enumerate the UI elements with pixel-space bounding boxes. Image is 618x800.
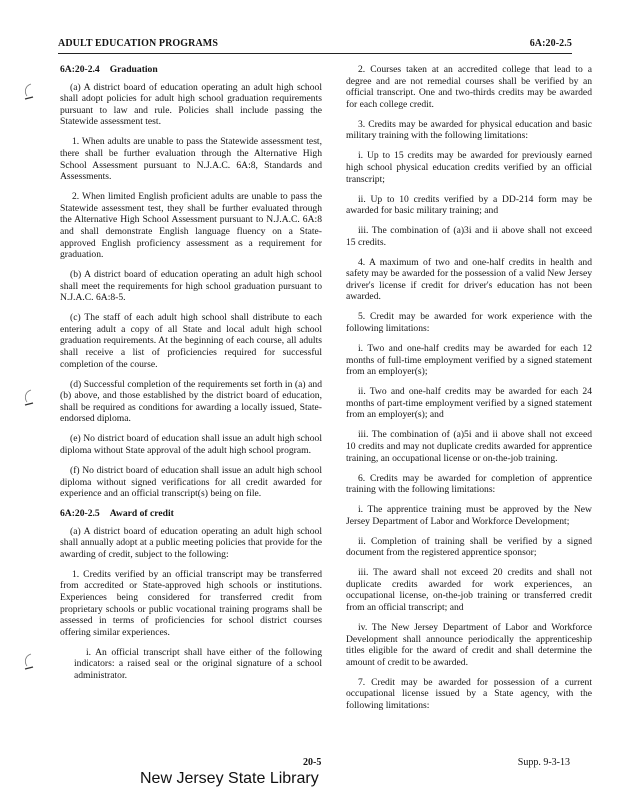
right-column (346, 64, 592, 720)
section-title: Graduation (109, 64, 158, 75)
paragraph: (b) A district board of education operating an adult high school shall meet the requirements for high school graduation pursuant to N.J.A.C. 6A:8-5. (60, 269, 322, 304)
paragraph: i. Two and one-half credits may be awarded for each 12 months of full-time employment verified by a signed statement from an employer(s); (346, 343, 592, 378)
paragraph: 2. When limited English proficient adults are unable to pass the Statewide assessment test, they shall be further evaluated through the Alternative High School Assessment pursuant to N.J.A.C. 6A:8 and shall demonstrate English language fluency on a State-approved English proficiency assessment as a requirement for graduation. (60, 191, 322, 261)
paragraph: iii. The combination of (a)3i and ii above shall not exceed 15 credits. (346, 225, 592, 248)
paragraph: (c) The staff of each adult high school shall distribute to each entering adult a copy of all State and local adult high school graduation requirements. At the beginning of each course, all adults shall receive a list of proficiencies required for successful completion of the course. (60, 312, 322, 370)
supplement-date: Supp. 9-3-13 (517, 757, 570, 768)
paragraph: i. An official transcript shall have either of the following indicators: a raised seal or the original signature of a school administrator. (74, 646, 322, 682)
left-column (60, 64, 322, 690)
paragraph: (e) No district board of education shall issue an adult high school diploma without State approval of the adult high school program. (60, 433, 322, 456)
paragraph: i. Up to 15 credits may be awarded for previously earned high school physical education credits verified by an official transcript; (346, 150, 592, 185)
page-number: 20-5 (303, 757, 322, 768)
paragraph: ii. Up to 10 credits verified by a DD-214 form may be awarded for basic military training; and (346, 193, 592, 217)
header-rule (58, 53, 572, 54)
paragraph: 7. Credit may be awarded for possession of a current occupational license issued by a State agency, with the following limitations: (346, 676, 592, 711)
paragraph: ii. Two and one-half credits may be awarded for each 24 months of part-time employment verified by a signed statement from an employer(s); and (346, 386, 592, 421)
paragraph: ii. Completion of training shall be verified by a signed document from the registered apprentice sponsor; (346, 535, 592, 559)
paragraph: iii. The award shall not exceed 20 credits and shall not duplicate credits awarded for work experiences, an occupational license, on-the-job training or transferred credit from an official transcript; and (346, 567, 592, 614)
binding-mark-icon (22, 652, 38, 674)
page-header (58, 38, 572, 52)
section-heading (60, 508, 322, 520)
section-title: Award of credit (109, 508, 174, 520)
paragraph: 1. Credits verified by an official transcript may be transferred from accredited or State-approved high schools or institutions. Experiences being considered for transferred credit from proprietary schools or public vocational training programs shall be assessed in terms of proficiencies for school district courses offering similar experiences. (60, 568, 322, 638)
paragraph: 5. Credit may be awarded for work experience with the following limitations: (346, 311, 592, 335)
library-watermark: New Jersey State Library (140, 770, 319, 787)
paragraph: (f) No district board of education shall issue an adult high school diploma without signed verifications for all credit awarded for experience and an official transcript(s) being on file. (60, 464, 322, 500)
section-number: 6A:20-2.4 (60, 64, 100, 75)
header-section-number: 6A:20-2.5 (529, 38, 572, 49)
paragraph: (a) A district board of education operating an adult high school shall adopt policies for adult high school graduation requirements pursuant to law and rule. Policies shall include passing the Statewide assessment test. (60, 81, 322, 128)
paragraph: i. The apprentice training must be approved by the New Jersey Department of Labor and Workforce Development; (346, 504, 592, 527)
paragraph: 2. Courses taken at an accredited college that lead to a degree and are not remedial courses shall be verified by an official transcript. One and two-thirds credits may be awarded for each college credit. (346, 64, 592, 110)
paragraph: (a) A district board of education operating an adult high school shall annually adopt at a public meeting policies that provide for the awarding of credit, subject to the following: (60, 525, 322, 560)
paragraph: 3. Credits may be awarded for physical education and basic military training with the following limitations: (346, 118, 592, 142)
paragraph: 6. Credits may be awarded for completion of apprentice training with the following limitations: (346, 472, 592, 496)
section-number: 6A:20-2.5 (60, 508, 100, 520)
paragraph: 1. When adults are unable to pass the Statewide assessment test, there shall be further evaluation through the Alternative High School Assessment pursuant to N.J.A.C. 6A:8, Standards and Assessments. (60, 136, 322, 183)
header-chapter-title: ADULT EDUCATION PROGRAMS (58, 38, 219, 49)
paragraph: (d) Successful completion of the requirements set forth in (a) and (b) above, and those established by the district board of education, shall be required as conditions for awarding a locally issued, State-endorsed diploma. (60, 378, 322, 425)
binding-mark-icon (22, 82, 38, 104)
paragraph: 4. A maximum of two and one-half credits in health and safety may be awarded for the possession of a valid New Jersey driver's license if credit for driver's education has not been awarded. (346, 256, 592, 303)
paragraph: iv. The New Jersey Department of Labor and Workforce Development shall announce periodically the apprenticeship titles eligible for the award of credit and shall determine the amount of credit to be awarded. (346, 622, 592, 668)
section-heading (60, 64, 322, 76)
binding-mark-icon (22, 388, 38, 410)
paragraph: iii. The combination of (a)5i and ii above shall not exceed 10 credits and may not duplicate credits awarded for apprentice training, an occupational license or on-the-job training. (346, 429, 592, 464)
